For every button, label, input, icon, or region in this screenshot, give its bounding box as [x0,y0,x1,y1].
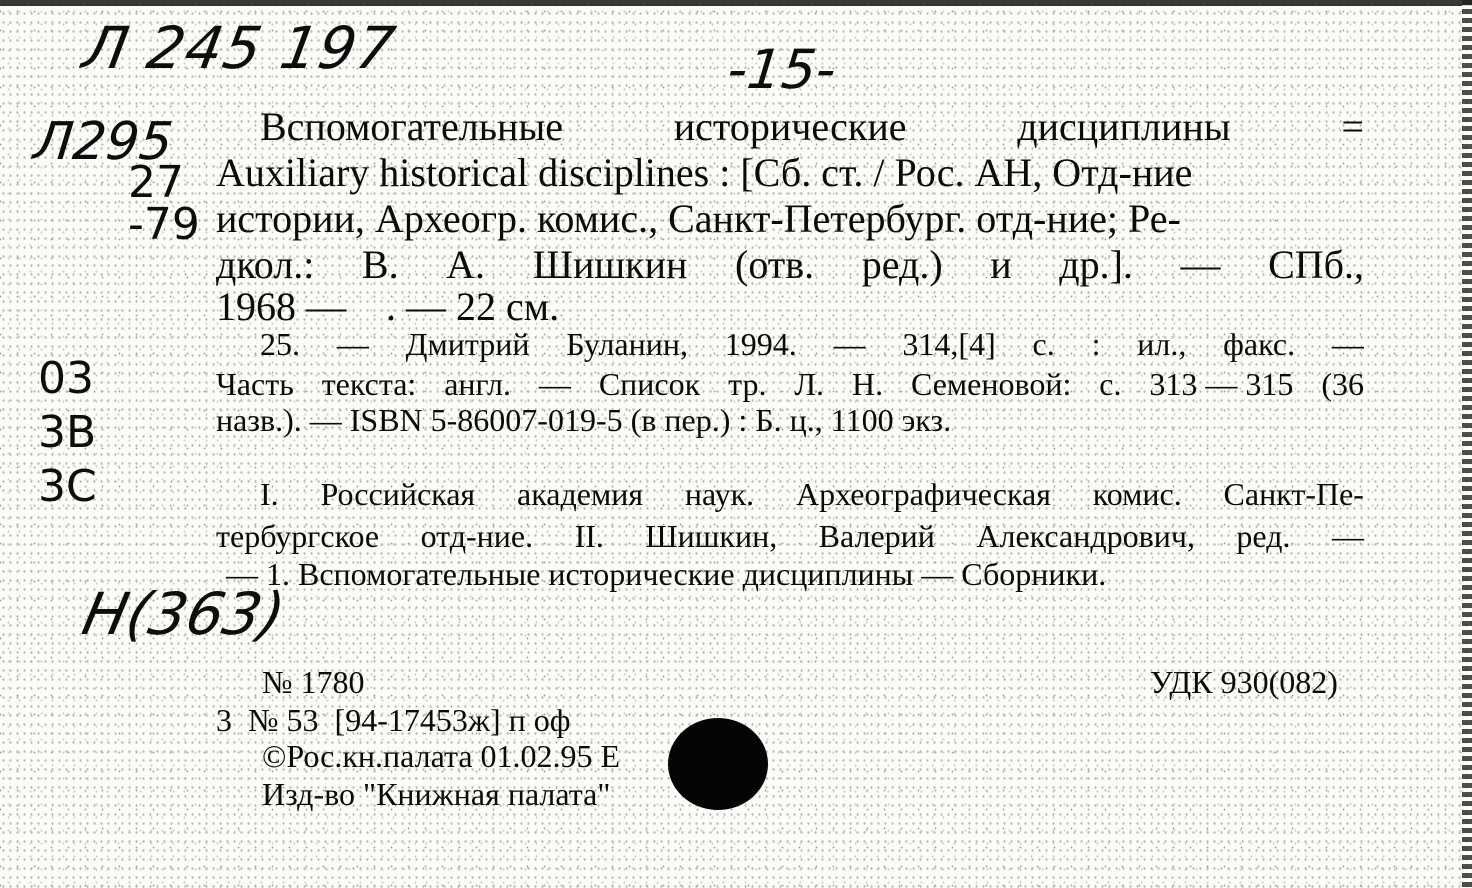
handwritten-shelf-mark: Л295 [30,112,176,172]
card-text-word: Российская [320,476,476,512]
subject-line-1 [216,476,1364,512]
card-text-word: наук. [684,476,755,512]
card-text-word: ред. [1236,518,1291,554]
card-text-word: с. [1032,326,1055,362]
card-text-word: Шишкин [532,242,688,287]
card-text-word: Валерий [818,518,935,554]
card-text-word: текста: [321,366,417,402]
card-text-word: — [538,366,571,402]
order-number: 3 № 53 [94-17453ж] п оф [216,702,571,738]
card-text-word: — [336,326,369,362]
card-text-word: — 1. Вспомогательные исторические дисциплины — Сборники. [226,556,1107,592]
card-text-word: др.]. [1059,242,1133,287]
card-text-word: факс. [1223,326,1296,362]
card-text-word: (36 [1321,366,1364,402]
card-text-word: (отв. [735,242,815,287]
card-text-word: II. [574,518,604,554]
card-text-word: — [1331,518,1364,554]
publisher-line: Изд-во "Книжная палата" [262,776,611,812]
card-text-word: Санкт-Пе- [1223,476,1364,512]
card-top-edge [0,0,1472,6]
volume-line-3 [216,402,1364,438]
handwritten-page-number: -15- [724,38,839,101]
handwritten-shelf-number: 27 -79 [128,157,200,250]
card-text-word: 1968 — . — 22 см. [216,284,560,329]
card-text-word: — [833,326,866,362]
card-text-word: Л. [794,366,825,402]
card-text-word: отд-ние. [420,518,534,554]
handwritten-call-number: Л 245 197 [78,14,401,82]
card-text-word: Список [598,366,701,402]
card-text-word: исторические [673,104,907,149]
handwritten-classification: Н(363) [76,580,291,648]
card-text-word: — [1331,326,1364,362]
card-text-word: В. [361,242,399,287]
card-text-word: тр. [728,366,767,402]
card-text-word: Семеновой: [910,366,1072,402]
card-text-word: Н. [851,366,884,402]
card-text-word: I. [260,476,279,512]
punch-hole [668,718,768,810]
handwritten-location-marks: 03 3В 3С [38,353,97,512]
entry-line-2 [216,150,1364,196]
udk-code: УДК 930(082) [1150,664,1338,700]
card-text-word: Буланин, [566,326,688,362]
entry-line-5 [216,284,1364,330]
card-text-word: 314,[4] [902,326,996,362]
registration-number: № 1780 [262,664,365,700]
subject-line-2 [216,518,1364,554]
subject-line-3 [216,556,1364,592]
card-text-word: — [1180,242,1221,287]
card-right-edge [1462,0,1472,888]
card-text-word: англ. [444,366,511,402]
entry-line-3 [216,196,1364,242]
card-text-word: дкол.: [216,242,315,287]
card-text-word: и [990,242,1012,287]
entry-line-1 [216,104,1364,150]
card-text-word: дисциплины [1017,104,1231,149]
card-text-word: А. [446,242,486,287]
card-text-word: тербургское [216,518,380,554]
card-text-word: с. [1099,366,1122,402]
card-text-word: : [1091,326,1101,362]
copyright-line: ©Рос.кн.палата 01.02.95 Е [262,738,621,774]
card-text-word: 313 — 315 [1149,366,1294,402]
card-text-word: Шишкин, [645,518,778,554]
card-text-word: СПб., [1268,242,1364,287]
volume-line-1 [216,326,1364,362]
card-text-word: назв.). — ISBN 5-86007-019-5 (в пер.) : Б. ц., 1100 экз. [216,402,952,438]
card-text-word: 1994. [724,326,797,362]
card-text-word: Археографическая [795,476,1051,512]
card-text-word: = [1341,104,1364,149]
card-text-word: академия [516,476,644,512]
entry-line-4 [216,242,1364,288]
card-text-word: ред.) [861,242,943,287]
card-text-word: ил., [1137,326,1187,362]
handwritten-shelf-mark-numbers [128,157,200,250]
volume-line-2 [216,366,1364,402]
card-text-word: Александрович, [976,518,1195,554]
card-text-word: Вспомогательные [260,104,563,149]
card-text-word: истории, Археогр. комис., Санкт-Петербург. отд-ние; Ре- [216,196,1181,241]
card-text-word: Auxiliary historical disciplines : [Сб. ст. / Рос. АН, Отд-ние [216,150,1193,195]
card-text-word: 25. [260,326,300,362]
card-text-word: Часть [216,366,294,402]
card-text-word: комис. [1092,476,1182,512]
card-text-word: Дмитрий [405,326,530,362]
